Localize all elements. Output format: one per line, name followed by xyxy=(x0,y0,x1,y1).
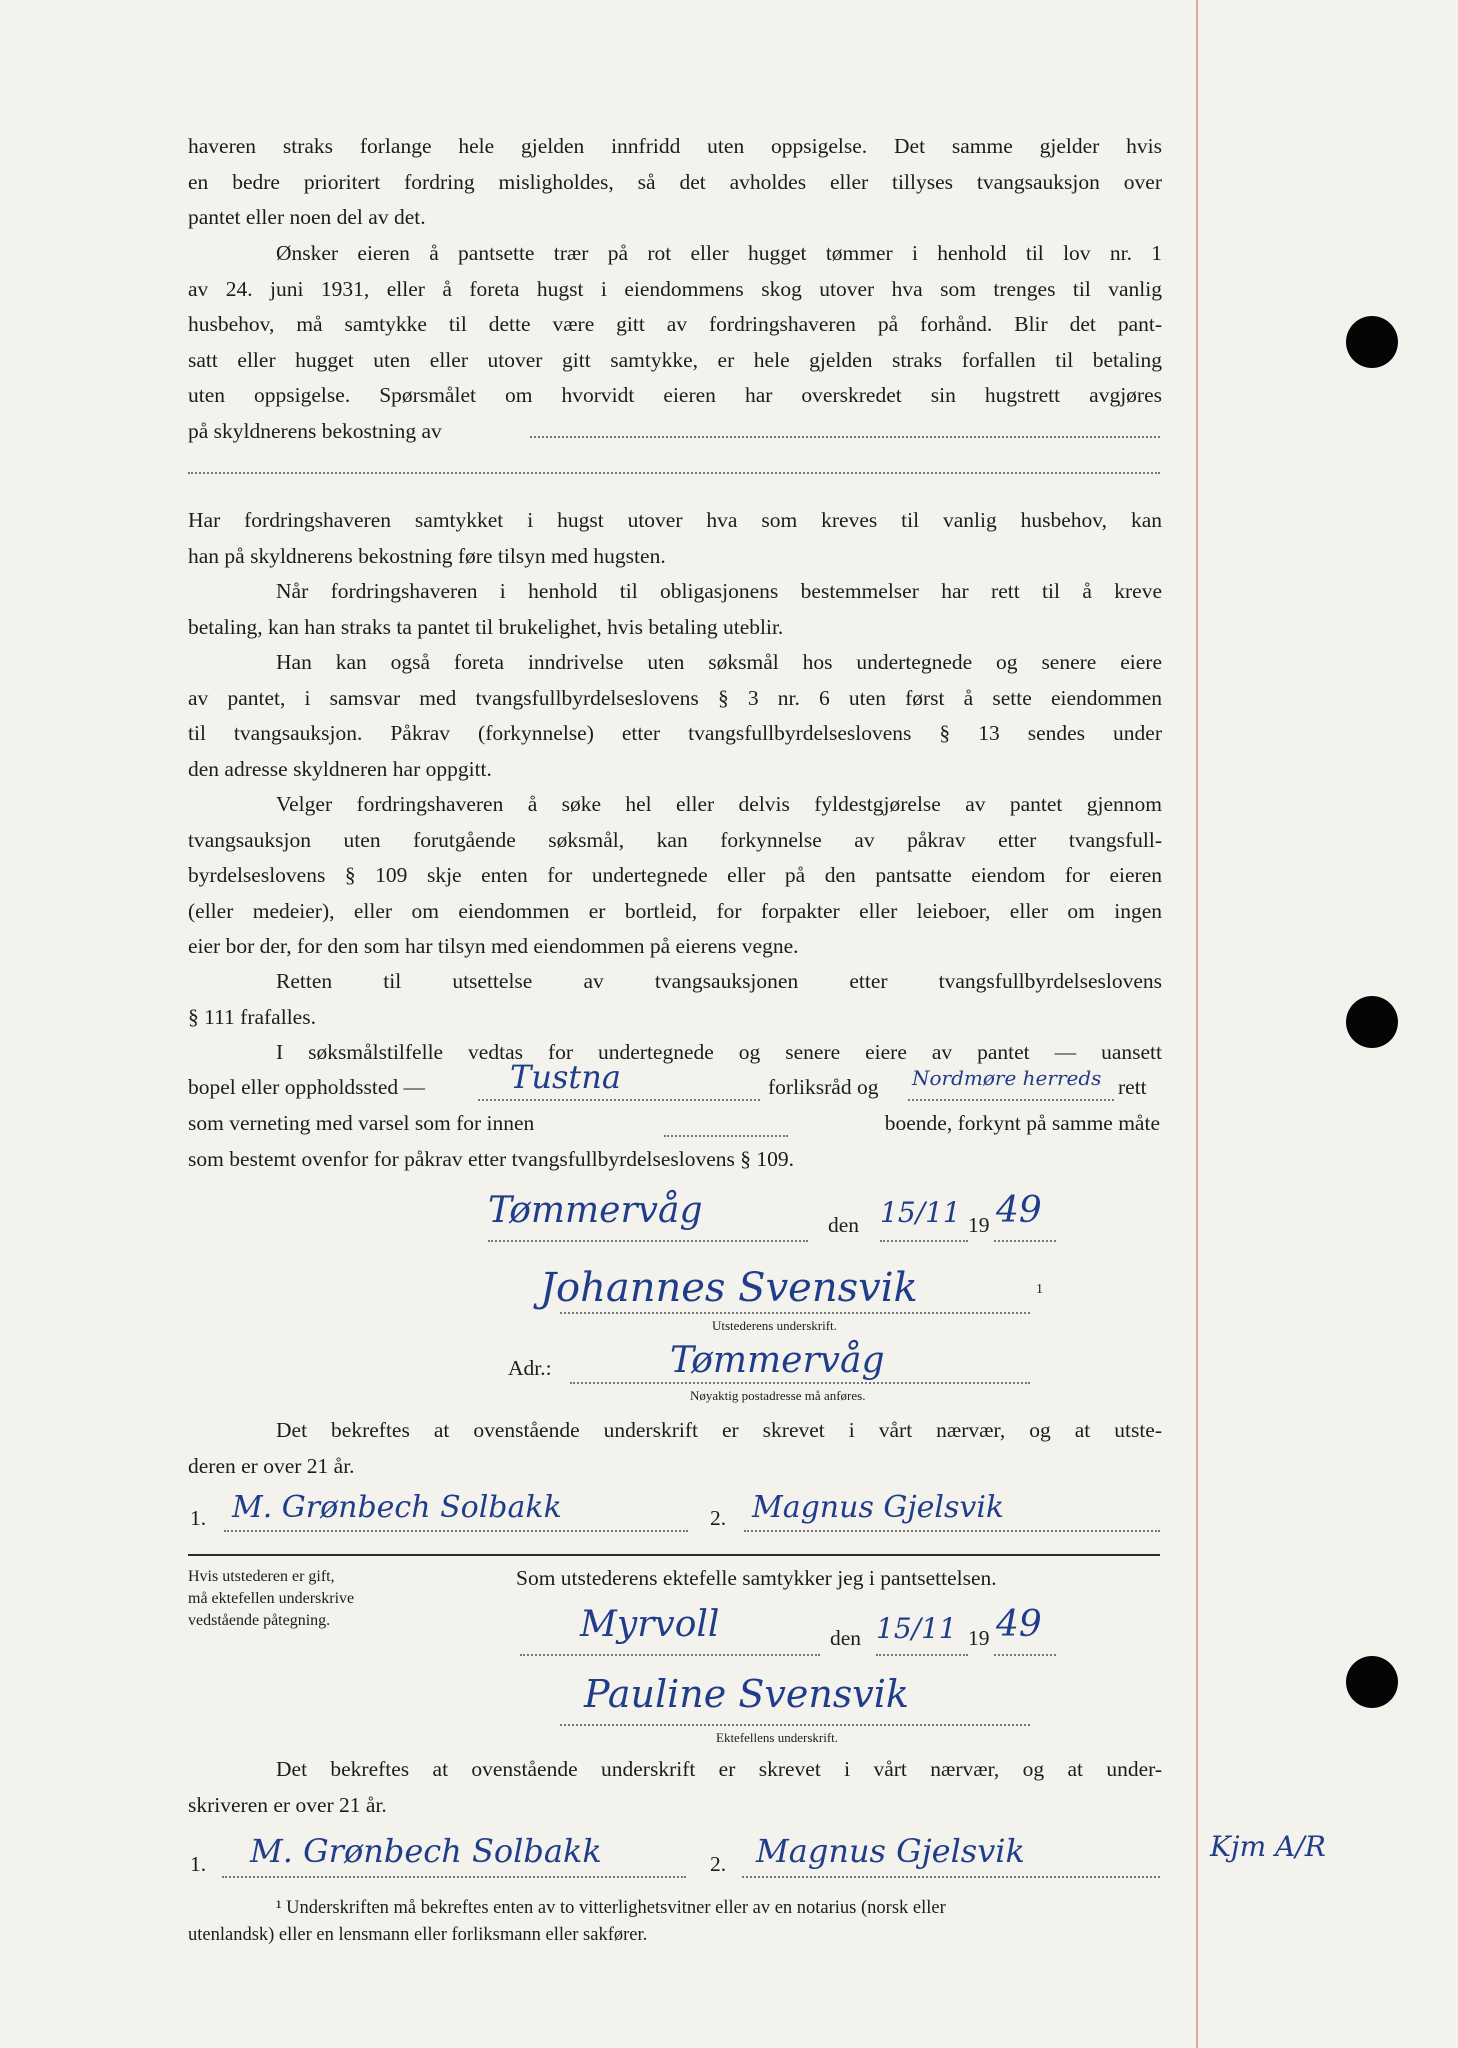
handwritten-address: Tømmervåg xyxy=(670,1340,885,1381)
blank-field-line xyxy=(664,1135,788,1137)
text-line: (eller medeier), eller om eiendommen er bortleid, for forpakter eller leieboer, eller om ingen xyxy=(188,898,1162,923)
text-line: I søksmålstilfelle vedtas for undertegnede og senere eiere av pantet — uansett xyxy=(276,1040,1162,1064)
handwritten-date-day: 15/11 xyxy=(880,1196,961,1229)
text-line: han på skyldnerens bekostning føre tilsyn med hugsten. xyxy=(188,543,666,568)
text-line: Når fordringshaveren i henhold til obligasjonens bestemmelser har rett til å kreve xyxy=(276,579,1162,603)
blank-field-line xyxy=(478,1099,760,1101)
handwritten-year: 49 xyxy=(996,1190,1042,1231)
text-line: haveren straks forlange hele gjelden innfridd uten oppsigelse. Det samme gjelder hvis xyxy=(188,134,1162,158)
punch-hole xyxy=(1346,316,1398,368)
issuer-signature-caption: Utstederens underskrift. xyxy=(712,1318,837,1333)
text-line: en bedre prioritert fordring misligholdes, så det avholdes eller tillyses tvangsauksjon over xyxy=(188,169,1162,194)
venue-verneting-text: som verneting med varsel som for innen xyxy=(188,1111,535,1135)
text-line: Det bekreftes at ovenstående underskrift er skrevet i vårt nærvær, og at utste- xyxy=(276,1418,1162,1442)
text-line: uten oppsigelse. Spørsmålet om hvorvidt eieren har overskredet sin hugstrett avgjøres xyxy=(188,383,1162,407)
text-line: byrdelseslovens § 109 skje enten for undertegnede eller på den pantsatte eiendom for eieren xyxy=(188,863,1162,887)
footnote xyxy=(188,1895,946,1949)
signature-line xyxy=(742,1876,1160,1878)
text-line: Han kan også foreta inndrivelse uten søksmål hos undertegnede og senere eiere xyxy=(276,650,1162,674)
text-line: av 24. juni 1931, eller å foreta hugst i eiendommens skog utover hva som trenges til vanlig xyxy=(188,276,1162,301)
blank-field-line xyxy=(876,1654,968,1656)
witness-4-signature: Magnus Gjelsvik xyxy=(756,1832,1025,1870)
paragraph-payment xyxy=(188,574,1162,645)
den-label: den xyxy=(828,1213,860,1237)
spouse-instruction xyxy=(188,1566,354,1632)
blank-field-line xyxy=(908,1099,1114,1101)
signature-line xyxy=(560,1724,1030,1726)
text-line: betaling, kan han straks ta pantet til brukelighet, hvis betaling uteblir. xyxy=(188,614,784,639)
signature-line xyxy=(224,1530,688,1532)
witness-confirmation-issuer xyxy=(188,1413,1162,1484)
paragraph-default-clause xyxy=(188,129,1162,236)
signature-line xyxy=(222,1876,686,1878)
address-label: Adr.: xyxy=(508,1356,552,1380)
witness-2-signature: Magnus Gjelsvik xyxy=(752,1490,1005,1525)
text-line: den adresse skyldneren har oppgitt. xyxy=(188,756,492,781)
blank-field-line xyxy=(488,1240,808,1242)
witness-number-2: 2. xyxy=(710,1852,727,1876)
text-line: må ektefellen underskrive xyxy=(188,1590,355,1607)
margin-annotation: Kjm A/R xyxy=(1210,1830,1326,1863)
witness-number-1: 1. xyxy=(190,1852,207,1876)
paragraph-postponement xyxy=(188,964,1162,1035)
spouse-consent-text: Som utstederens ektefelle samtykker jeg i pantsettelsen. xyxy=(516,1566,997,1590)
signature-spouse: Pauline Svensvik xyxy=(584,1672,909,1716)
blank-field-line xyxy=(520,1654,820,1656)
text-line: skriveren er over 21 år. xyxy=(188,1792,387,1817)
paragraph-timber-clause xyxy=(188,236,1162,449)
witness-3-signature: M. Grønbech Solbakk xyxy=(250,1832,602,1870)
handwritten-forliksrad-place: Tustna xyxy=(510,1058,621,1096)
handwritten-spouse-year: 49 xyxy=(996,1604,1042,1645)
text-line: husbehov, må samtykke til dette være gitt av fordringshaveren på forhånd. Blir det pant- xyxy=(188,312,1162,336)
text-line: Retten til utsettelse av tvangsauksjonen etter tvangsfullbyrdelseslovens xyxy=(276,969,1162,993)
text-line: ¹ Underskriften må bekreftes enten av to vitterlighetsvitner eller av en notarius (norsk eller xyxy=(276,1898,946,1918)
address-line xyxy=(570,1382,1030,1384)
witness-1-signature: M. Grønbech Solbakk xyxy=(232,1490,562,1525)
text-line: Velger fordringshaveren å søke hel eller delvis fyldestgjørelse av pantet gjennom xyxy=(276,792,1162,816)
handwritten-spouse-place: Myrvoll xyxy=(580,1604,720,1645)
signature-line xyxy=(560,1312,1030,1314)
handwritten-rett-place: Nordmøre herreds xyxy=(912,1066,1102,1090)
text-line: Ønsker eieren å pantsette trær på rot eller hugget tømmer i henhold til lov nr. 1 xyxy=(276,241,1162,265)
signature-issuer: Johannes Svensvik xyxy=(540,1265,918,1311)
text-line: av pantet, i samsvar med tvangsfullbyrdelseslovens § 3 nr. 6 uten først å sette eiendommen xyxy=(188,685,1162,710)
signature-line xyxy=(744,1530,1160,1532)
punch-hole xyxy=(1346,1656,1398,1708)
handwritten-place: Tømmervåg xyxy=(488,1190,703,1231)
spouse-signature-caption: Ektefellens underskrift. xyxy=(716,1730,839,1745)
year-prefix-2: 19 xyxy=(968,1626,990,1650)
text-line: § 111 frafalles. xyxy=(188,1004,316,1029)
venue-forliksrad-text: forliksråd og xyxy=(768,1075,879,1099)
text-line: utenlandsk) eller en lensmann eller forliksmann eller sakfører. xyxy=(188,1925,648,1945)
text-line: eier bor der, for den som har tilsyn med eiendommen på eierens vegne. xyxy=(188,934,799,958)
text-line: satt eller hugget uten eller utover gitt samtykke, er hele gjelden straks forfallen til betaling xyxy=(188,347,1162,372)
witness-number-2: 2. xyxy=(710,1506,727,1530)
footnote-ref: 1 xyxy=(1036,1282,1043,1297)
text-line: deren er over 21 år. xyxy=(188,1453,355,1478)
paragraph-supervision xyxy=(188,503,1162,574)
witness-number-1: 1. xyxy=(190,1506,207,1530)
text-line: Det bekreftes at ovenstående underskrift er skrevet i vårt nærvær, og at under- xyxy=(276,1757,1162,1781)
section-divider xyxy=(188,1554,1160,1556)
year-prefix: 19 xyxy=(968,1213,990,1237)
venue-bopel-text: bopel eller oppholdssted — xyxy=(188,1075,426,1099)
text-line: til tvangsauksjon. Påkrav (forkynnelse) etter tvangsfullbyrdelseslovens § 13 sendes under xyxy=(188,721,1162,745)
blank-field-line xyxy=(994,1240,1056,1242)
text-line: Har fordringshaveren samtykket i hugst utover hva som kreves til vanlig husbehov, kan xyxy=(188,508,1162,532)
margin-rule xyxy=(1196,0,1198,2048)
paragraph-enforcement xyxy=(188,645,1162,787)
blank-field-line xyxy=(994,1654,1056,1656)
text-line: Hvis utstederen er gift, xyxy=(188,1568,335,1585)
text-line: pantet eller noen del av det. xyxy=(188,205,426,229)
blank-field-line xyxy=(188,472,1160,474)
witness-confirmation-spouse xyxy=(188,1752,1162,1823)
paragraph-forced-auction xyxy=(188,787,1162,965)
address-caption: Nøyaktig postadresse må anføres. xyxy=(690,1388,866,1403)
venue-line4-text: som bestemt ovenfor for påkrav etter tvangsfullbyrdelseslovens § 109. xyxy=(188,1147,795,1171)
punch-hole xyxy=(1346,996,1398,1048)
text-line: vedstående påtegning. xyxy=(188,1612,331,1629)
handwritten-spouse-date-day: 15/11 xyxy=(876,1612,957,1645)
venue-rett-text: rett xyxy=(1118,1075,1147,1099)
text-line: tvangsauksjon uten forutgående søksmål, kan forkynnelse av påkrav etter tvangsfull- xyxy=(188,827,1162,852)
blank-field-line xyxy=(880,1240,968,1242)
text-line: på skyldnerens bekostning av xyxy=(188,418,442,443)
den-label-2: den xyxy=(830,1626,862,1650)
venue-boende-text: boende, forkynt på samme måte xyxy=(884,1111,1160,1135)
blank-field-line xyxy=(530,436,1160,438)
